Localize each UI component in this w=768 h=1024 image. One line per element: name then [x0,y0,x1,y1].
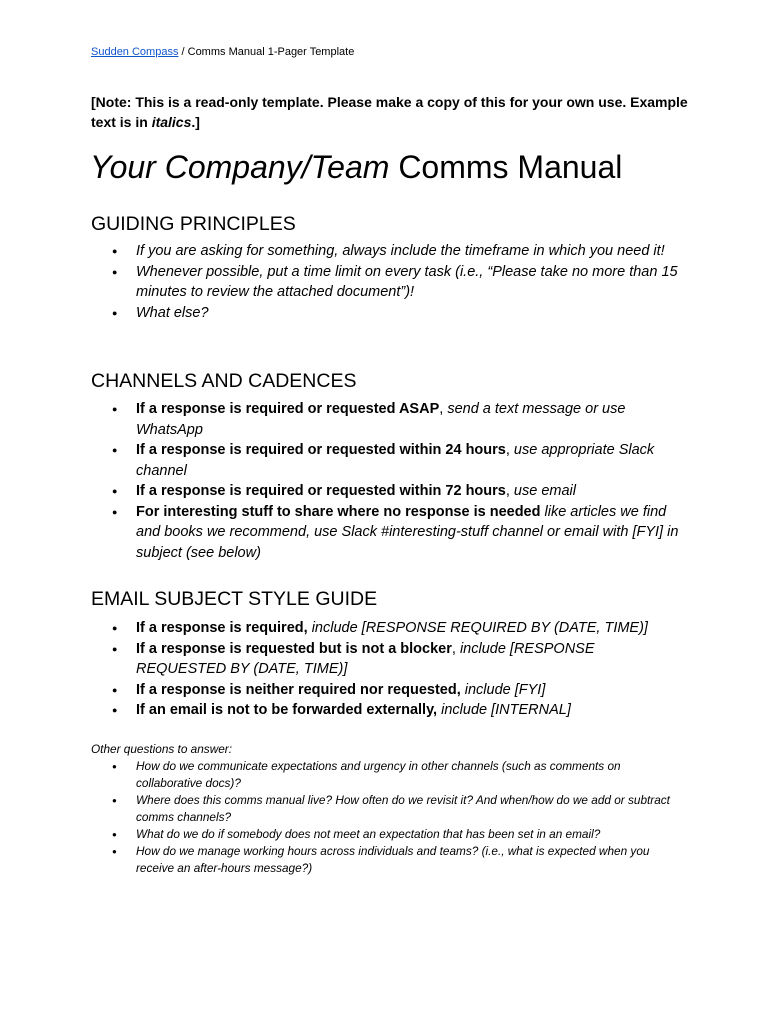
list-item [0,618,681,639]
separator: , [439,401,448,417]
list-item [0,303,681,324]
list-item [0,481,681,502]
channel-condition: If a response is required or requested within 72 hours [136,483,506,499]
channel-action: send a text message or use WhatsApp [136,401,626,438]
email-tag: include [RESPONSE REQUIRED BY (DATE, TIME)] [311,620,648,636]
question-text: How do we manage working hours across individuals and teams? (i.e., what is expected when you receive an after-hours message?) [136,844,650,875]
list-item [0,792,676,826]
channel-action: use appropriate Slack channel [136,442,655,479]
page-title [90,146,622,188]
channel-condition: For interesting stuff to share where no response is needed [136,503,541,520]
note-italic-word: italics [151,114,192,130]
email-tag: include [INTERNAL] [441,702,571,718]
guiding-principles-list [0,241,681,323]
email-condition: If an email is not to be forwarded externally, [136,702,438,718]
other-questions-list [0,758,676,877]
separator: , [451,640,460,657]
email-tag: include [RESPONSE REQUESTED BY (DATE, TIME)] [136,640,595,677]
separator: , [505,483,514,499]
email-guide-list [0,618,681,721]
list-item [0,502,681,564]
list-item [0,440,681,481]
channel-condition: If a response is required or requested ASAP [136,401,440,417]
question-text: Where does this comms manual live? How often do we revisit it? And when/how do we add or subtract comms channels? [136,793,670,824]
separator: , [505,442,514,458]
list-item [0,700,681,721]
heading-channels-and-cadences: CHANNELS AND CADENCES [91,370,357,392]
list-item [0,826,676,843]
list-item [0,680,681,701]
email-condition: If a response is required, [136,620,308,636]
breadcrumb [91,45,354,60]
list-item [0,241,681,262]
breadcrumb-current: Comms Manual 1-Pager Template [187,46,355,58]
note-text-start: [Note: This is a read-only template. Please make a copy of this for your own use. Example text is in [91,94,688,130]
page-title-italic: Your Company/Team [90,149,390,185]
principle-text: If you are asking for something, always include the timeframe in which you need it! [136,243,665,259]
channels-list [0,399,681,563]
breadcrumb-separator: / [178,46,188,58]
list-item [0,399,681,440]
note-text-end: .] [191,114,200,130]
principle-text: What else? [136,304,209,321]
channel-condition: If a response is required or requested within 24 hours [136,442,506,458]
breadcrumb-link-sudden-compass[interactable]: Sudden Compass [91,46,179,58]
email-condition: If a response is requested but is not a blocker [136,640,452,657]
question-text: How do we communicate expectations and urgency in other channels (such as comments on collaborative docs)? [136,759,621,790]
template-note [91,92,691,132]
question-text: What do we do if somebody does not meet an expectation that has been set in an email? [136,827,601,841]
channel-action: use email [513,483,576,499]
list-item [0,843,676,877]
list-item [0,262,681,303]
email-condition: If a response is neither required nor requested, [136,681,461,698]
page-title-rest: Comms Manual [389,149,623,185]
list-item [0,639,681,680]
principle-text: Whenever possible, put a time limit on every task (i.e., “Please take no more than 15 minutes to review the attached document”)! [136,263,678,300]
other-questions-heading: Other questions to answer: [91,742,232,756]
channel-action: like articles we find and books we recommend, use Slack #interesting-stuff channel or email with [FYI] in subject (see below) [136,503,679,561]
heading-guiding-principles: GUIDING PRINCIPLES [91,213,296,235]
list-item [0,758,676,792]
email-tag: include [FYI] [464,681,546,698]
heading-email-subject-style-guide: EMAIL SUBJECT STYLE GUIDE [91,588,378,610]
